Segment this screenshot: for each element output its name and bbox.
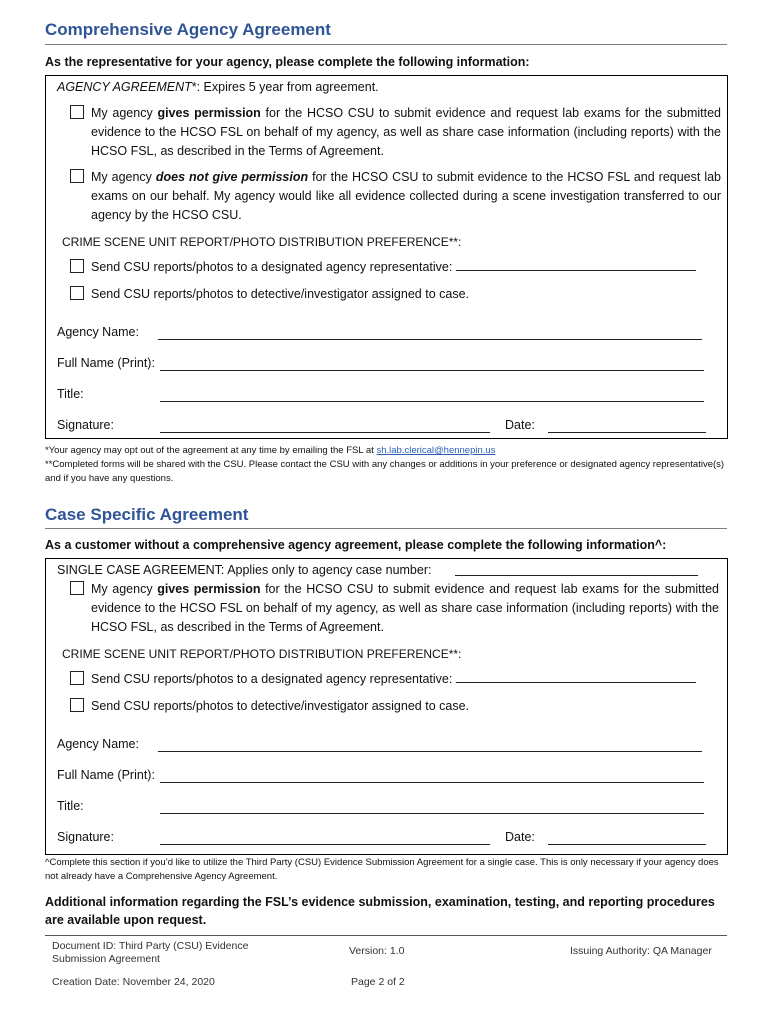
full-name-label: Full Name (Print): [57, 356, 155, 370]
case-number-line[interactable] [455, 563, 698, 576]
pref-label: Send CSU reports/photos to a designated agency representative: [91, 260, 456, 274]
agency-agreement-label-italic: AGENCY AGREEMENT [57, 80, 192, 94]
footer-page-number: Page 2 of 2 [351, 976, 405, 988]
option-text-post: for the HCSO CSU to submit evidence and request lab exams for the submitted evidence to the HCSO FSL on behalf of my agency, as well as share case information (including reports) with the HCSO FSL, as described in the Terms of Agreement. [91, 582, 719, 634]
agency-name-line[interactable] [158, 327, 702, 340]
fsl-email-link[interactable]: sh.lab.clerical@hennepin.us [376, 445, 496, 456]
pref-detective-assigned: Send CSU reports/photos to detective/investigator assigned to case. [91, 287, 469, 301]
pref-designated-representative [91, 258, 696, 277]
case-signature-label: Signature: [57, 830, 114, 844]
checkbox-case-designated-representative[interactable] [70, 671, 84, 685]
option-text-bold-italic: does not give permission [155, 170, 309, 184]
checkbox-case-detective-assigned[interactable] [70, 698, 84, 712]
footnote-completed-forms: **Completed forms will be shared with the CSU. Please contact the CSU with any changes or additions in your preference or designated agency representative(s) and if you have any questions. [45, 459, 725, 484]
date-label: Date: [505, 418, 535, 432]
signature-line[interactable] [160, 420, 490, 433]
option-text-pre: My agency [91, 106, 158, 120]
case-distribution-preference-title: CRIME SCENE UNIT REPORT/PHOTO DISTRIBUTION PREFERENCE**: [62, 647, 462, 661]
additional-info: Additional information regarding the FSL’s evidence submission, examination, testing, and reporting procedures are available upon request. [45, 895, 715, 927]
distribution-preference-title: CRIME SCENE UNIT REPORT/PHOTO DISTRIBUTION PREFERENCE**: [62, 235, 462, 249]
agency-name-label: Agency Name: [57, 325, 139, 339]
case-date-line[interactable] [548, 832, 706, 845]
option-text-pre: My agency [91, 582, 158, 596]
case-title-label: Title: [57, 799, 84, 813]
option-text-bold: gives permission [157, 106, 261, 120]
section-title-comprehensive: Comprehensive Agency Agreement [45, 20, 331, 39]
case-pref-designated-representative [91, 670, 696, 689]
footer-issuing-authority: Issuing Authority: QA Manager [570, 945, 712, 957]
case-designated-representative-line[interactable] [456, 670, 696, 683]
case-footnote: ^Complete this section if you’d like to utilize the Third Party (CSU) Evidence Submission Agreement for a single case. This is only necessary if your agency does not already have a Comprehensive Agency Agreement. [45, 857, 719, 882]
title-line[interactable] [160, 389, 704, 402]
comprehensive-intro: As the representative for your agency, please complete the following information: [45, 55, 530, 69]
designated-representative-line[interactable] [456, 258, 696, 271]
footnote-opt-out [45, 444, 495, 458]
option-text-post: for the HCSO CSU to submit evidence and request lab exams for the submitted evidence to the HCSO FSL on behalf of my agency, as well as share case information (including reports) with the HCSO FSL, as described in the Terms of Agreement. [91, 106, 722, 158]
checkbox-gives-permission[interactable] [70, 105, 84, 119]
case-date-label: Date: [505, 830, 535, 844]
single-case-label: SINGLE CASE AGREEMENT: Applies only to agency case number: [57, 563, 432, 577]
pref-label: Send CSU reports/photos to a designated agency representative: [91, 672, 456, 686]
checkbox-detective-assigned[interactable] [70, 286, 84, 300]
checkbox-designated-representative[interactable] [70, 259, 84, 273]
option-text-pre: My agency [91, 170, 156, 184]
footer-creation-date: Creation Date: November 24, 2020 [52, 976, 215, 988]
case-title-line[interactable] [160, 801, 704, 814]
footer-version: Version: 1.0 [349, 945, 405, 957]
section-title-case-specific: Case Specific Agreement [45, 505, 249, 524]
section-rule [45, 528, 727, 529]
date-line[interactable] [548, 420, 706, 433]
agency-agreement-label-rest: *: Expires 5 year from agreement. [191, 80, 379, 94]
signature-label: Signature: [57, 418, 114, 432]
case-agency-name-label: Agency Name: [57, 737, 139, 751]
agency-agreement-label [57, 78, 379, 97]
case-signature-line[interactable] [160, 832, 490, 845]
footer-rule [45, 935, 727, 936]
section-rule [45, 44, 727, 45]
option-gives-permission-text [91, 104, 721, 161]
checkbox-case-gives-permission[interactable] [70, 581, 84, 595]
case-option-gives-permission-text [91, 580, 719, 637]
option-does-not-give-permission-text [91, 168, 721, 225]
case-full-name-line[interactable] [160, 770, 704, 783]
case-pref-detective-assigned: Send CSU reports/photos to detective/investigator assigned to case. [91, 699, 469, 713]
full-name-line[interactable] [160, 358, 704, 371]
footer-document-id: Document ID: Third Party (CSU) Evidence Submission Agreement [52, 940, 249, 965]
option-text-bold: gives permission [157, 582, 261, 596]
case-full-name-label: Full Name (Print): [57, 768, 155, 782]
title-label: Title: [57, 387, 84, 401]
checkbox-does-not-give-permission[interactable] [70, 169, 84, 183]
case-intro: As a customer without a comprehensive agency agreement, please complete the following information^: [45, 538, 667, 552]
case-agency-name-line[interactable] [158, 739, 702, 752]
footnote-text: *Your agency may opt out of the agreement at any time by emailing the FSL at [45, 445, 377, 456]
option-text-post: for the HCSO CSU to submit evidence to the HCSO FSL and request lab exams on our behalf. My agency would like all evidence collected during a scene investigation transferred to our agency by the HCSO CSU. [91, 170, 721, 222]
